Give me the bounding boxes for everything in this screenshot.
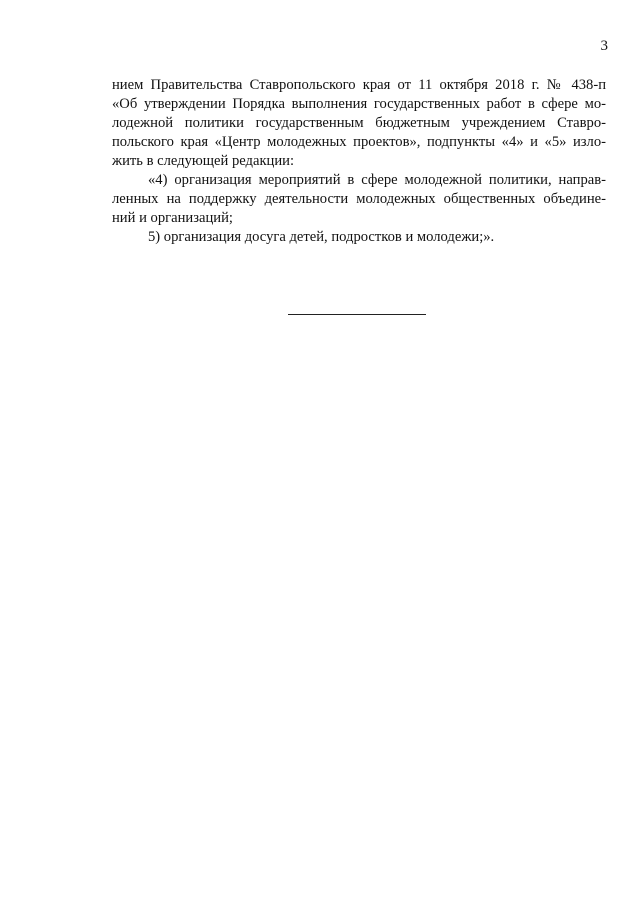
text-line: ленных на поддержку деятельности молодежных общественных объедине- <box>112 191 606 207</box>
text-line: ний и организаций; <box>112 210 233 226</box>
end-separator-line <box>288 314 426 315</box>
paragraph-item-5 <box>112 228 606 247</box>
paragraph-amendment-intro <box>112 76 606 171</box>
text-line: «Об утверждении Порядка выполнения государственных работ в сфере мо- <box>112 96 606 112</box>
text-line: 5) организация досуга детей, подростков и молодежи;». <box>148 229 495 245</box>
paragraph-item-4 <box>112 171 606 228</box>
text-line: «4) организация мероприятий в сфере молодежной политики, направ- <box>148 172 606 188</box>
text-line: жить в следующей редакции: <box>112 153 295 169</box>
text-line: лодежной политики государственным бюджетным учреждением Ставро- <box>112 115 606 131</box>
text-line: нием Правительства Ставропольского края от 11 октября 2018 г. № 438-п <box>112 77 606 93</box>
page-number: 3 <box>600 38 608 54</box>
document-body <box>112 76 606 247</box>
text-line: польского края «Центр молодежных проектов», подпункты «4» и «5» изло- <box>112 134 606 150</box>
